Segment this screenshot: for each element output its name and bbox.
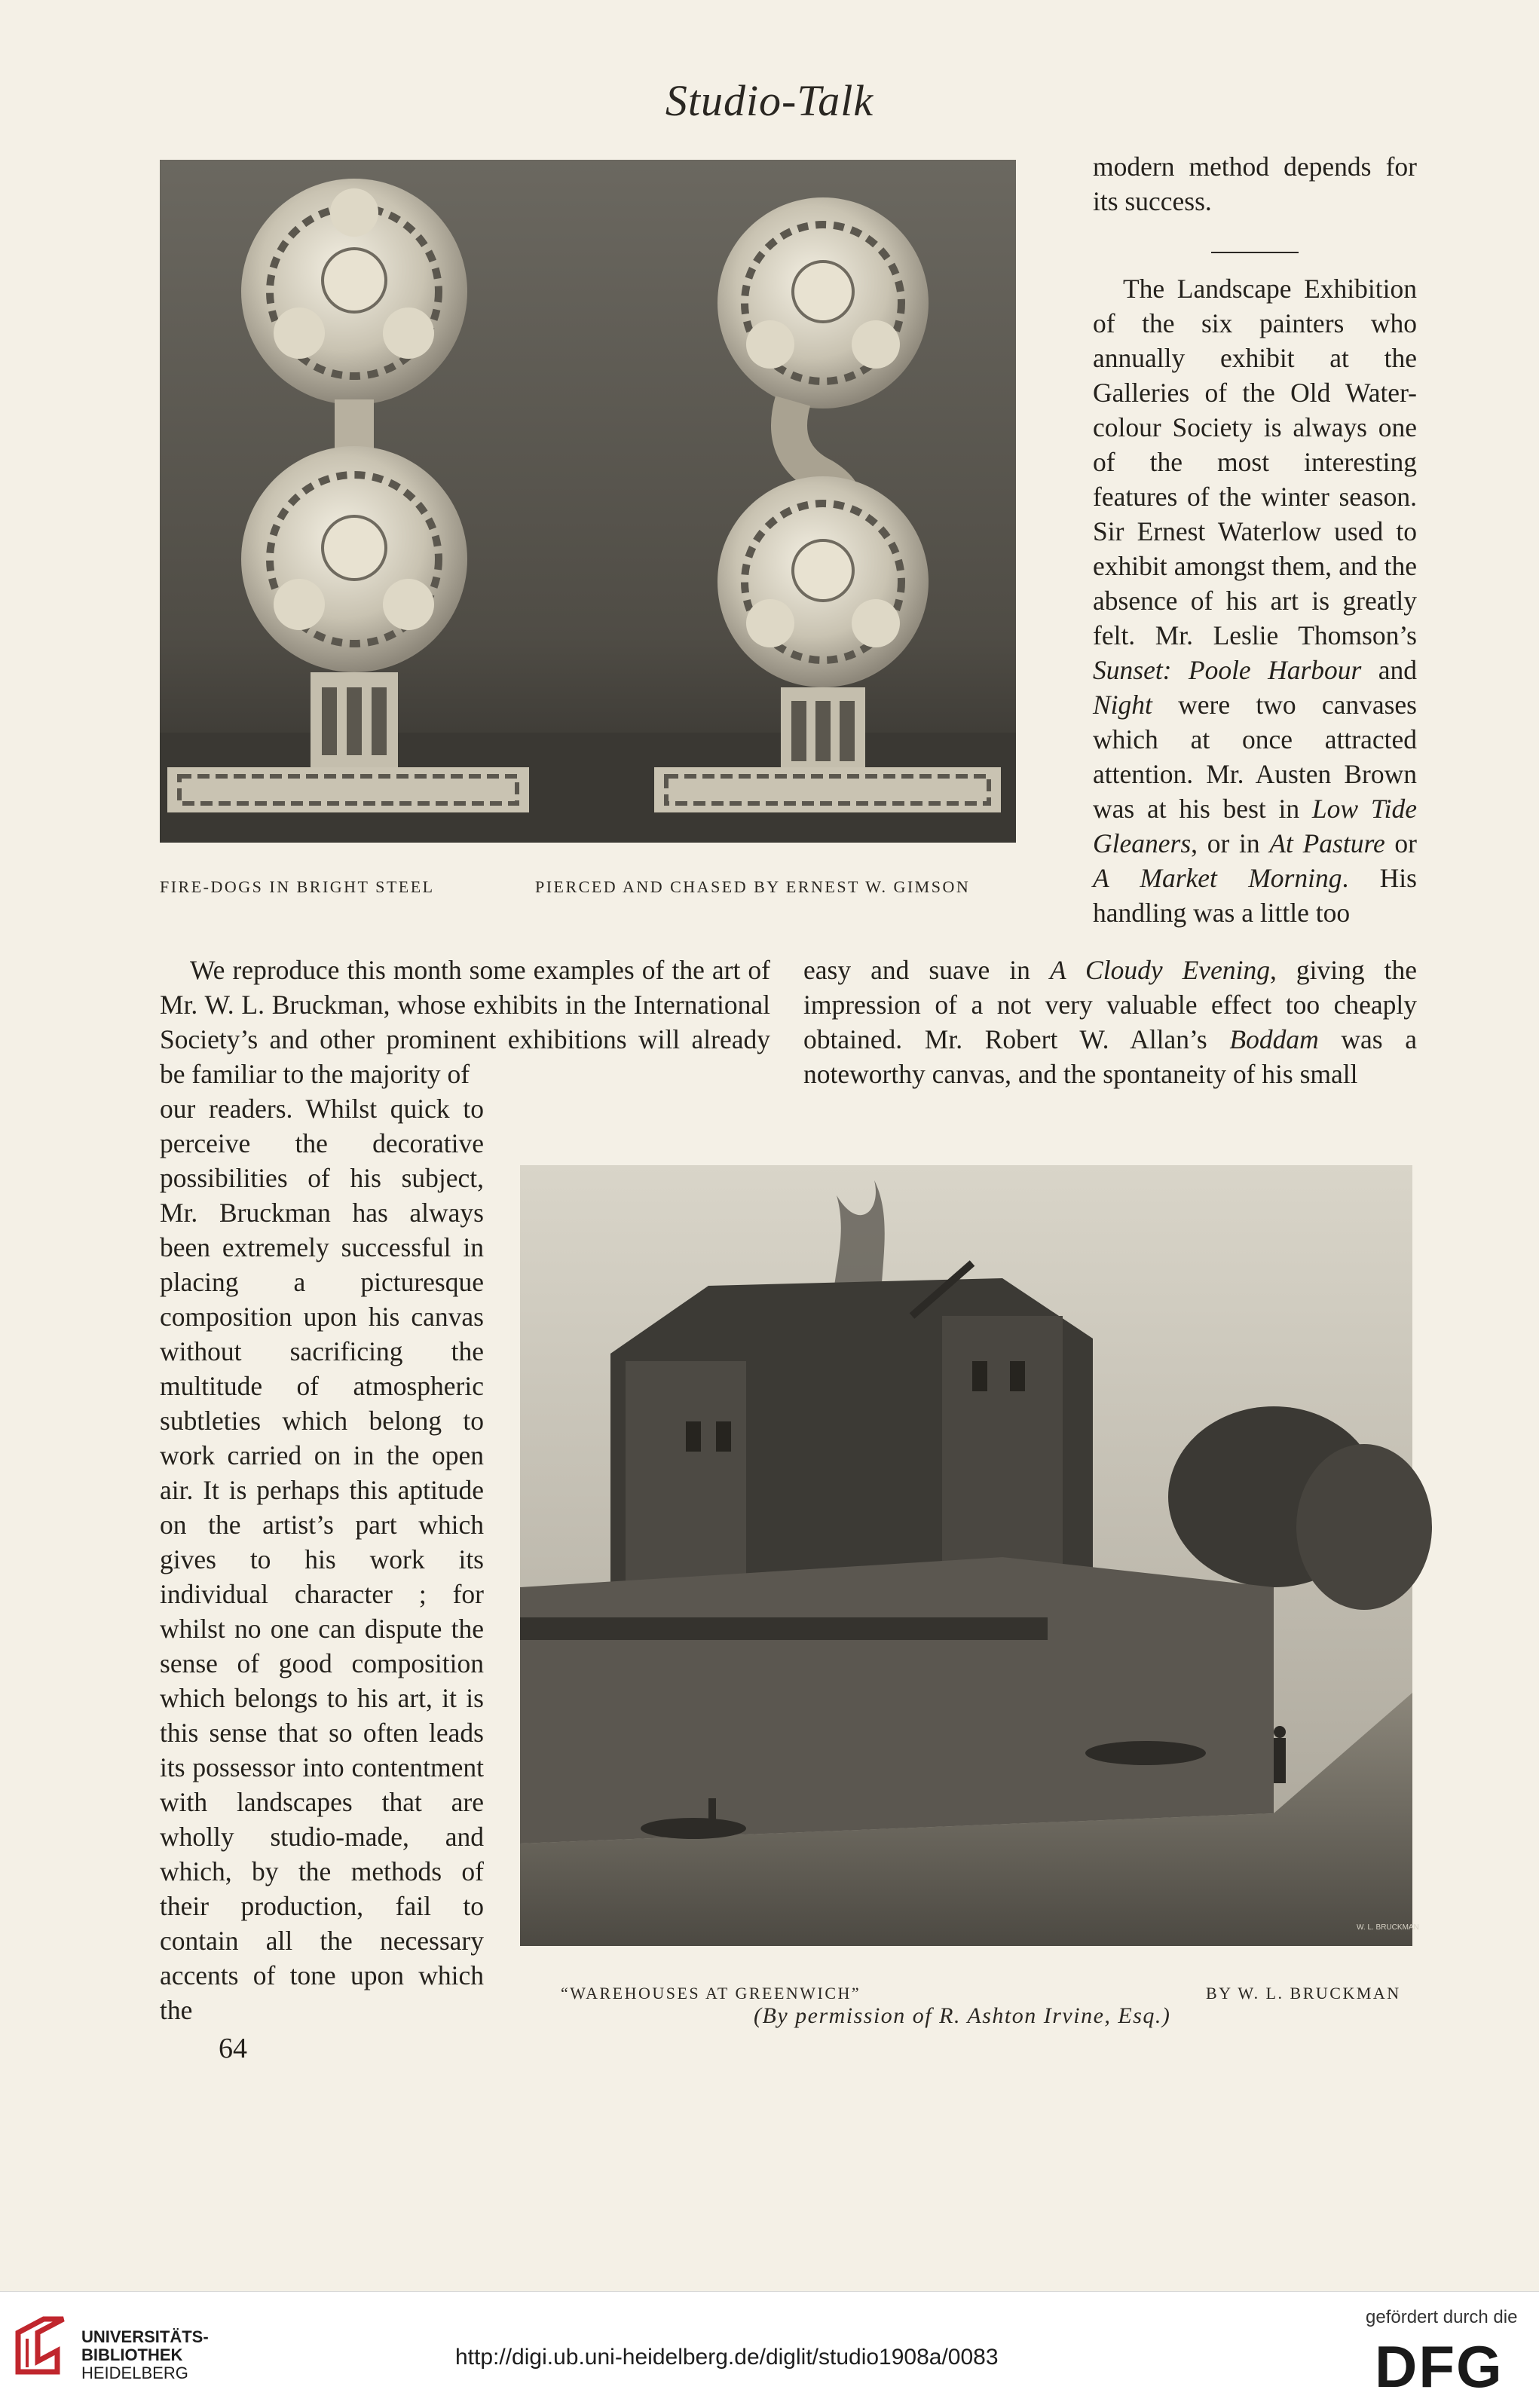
intro-paragraph: We reproduce this month some examples of the art of Mr. W. L. Bruckman, whose exhibits in the International Society’s and other prominent exhibitions will already be familiar to the majority of: [160, 955, 770, 1089]
section-divider: [1211, 252, 1299, 253]
landscape-paragraph: The Landscape Exhibition of the six painters who annually exhibit at the Galleries of the Old Water-colour Society is always one of the most interesting features of the winter season. Sir Ernest Waterlow used to exhibit amongst them, and the absence of his art is greatly felt. Mr. Leslie Thomson’s Sunset: Poole Harbour and Night were two canvases which at once attracted attention. Mr. Austen Brown was at his best in Low Tide Gleaners, or in At Pasture or A Market Morning. His handling was a little too: [1093, 274, 1418, 928]
work-title: Boddam: [1229, 1024, 1319, 1054]
work-title: At Pasture: [1269, 828, 1385, 858]
library-line-3: HEIDELBERG: [81, 2364, 188, 2382]
dfg-logo: DFG: [1375, 2333, 1504, 2400]
narrow-paragraph: our readers. Whilst quick to perceive the decorative possibilities of his subject, Mr. Bruckman has always been extremely successful in placing a picturesque composition upon his canvas without sacrificing the multitude of atmospheric subtleties which belong to work carried on in the open air. It is perhaps this aptitude on the artist’s part which gives to his work its individual character ; for whilst no one can dispute the sense of good composition which belongs to his art, it is this sense that so often leads its possessor into contentment with landscapes that are wholly studio-made, and which, by the methods of their production, fail to contain all the necessary accents of tone upon which the: [160, 1094, 484, 2025]
left-column-intro: [160, 953, 770, 1091]
painting-illustration: [520, 1165, 1419, 1946]
funded-by-label: gefördert durch die: [1366, 2307, 1518, 2327]
running-head: Studio-Talk: [665, 76, 874, 125]
warehouses-caption-credit: BY W. L. BRUCKMAN: [1206, 1984, 1401, 2003]
warehouses-caption-title: “WAREHOUSES AT GREENWICH”: [561, 1984, 861, 2003]
library-name: [81, 2328, 209, 2382]
work-title: Sunset: Poole Harbour: [1093, 655, 1362, 685]
page-number: 64: [219, 2033, 247, 2064]
firedogs-photo: [160, 160, 1016, 843]
paragraph-end: modern method depends for its success.: [1093, 151, 1417, 216]
work-title: Night: [1093, 690, 1152, 720]
warehouses-permission: (By permission of R. Ashton Irvine, Esq.): [754, 2003, 1171, 2028]
source-url[interactable]: http://digi.ub.uni-heidelberg.de/diglit/studio1908a/0083: [455, 2345, 999, 2370]
painting-signature: W. L. BRUCKMAN: [1357, 1923, 1419, 1932]
continuation-paragraph: easy and suave in A Cloudy Evening, giving the impression of a not very valuable effect too cheaply obtained. Mr. Robert W. Allan’s Boddam was a noteworthy canvas, and the spontaneity of his small: [803, 955, 1417, 1089]
right-column-mid: [803, 953, 1417, 1091]
library-logo: [11, 2312, 69, 2381]
firedogs-caption-left: FIRE-DOGS IN BRIGHT STEEL: [160, 877, 435, 896]
library-line-1: UNIVERSITÄTS-: [81, 2327, 209, 2346]
left-column-narrow: [160, 1091, 484, 2027]
work-title: A Cloudy Evening: [1049, 955, 1270, 985]
work-title: A Market Morning: [1093, 863, 1342, 893]
right-column-top: [1093, 149, 1417, 930]
warehouses-painting: [520, 1165, 1419, 1946]
digitization-footer: [0, 2291, 1539, 2408]
library-logo-icon: [11, 2312, 69, 2381]
firedogs-illustration: [160, 160, 1016, 843]
firedogs-caption-right: PIERCED AND CHASED BY ERNEST W. GIMSON: [535, 877, 971, 896]
library-line-2: BIBLIOTHEK: [81, 2345, 183, 2364]
work-title: Low Tide Gleaners: [1093, 794, 1418, 858]
